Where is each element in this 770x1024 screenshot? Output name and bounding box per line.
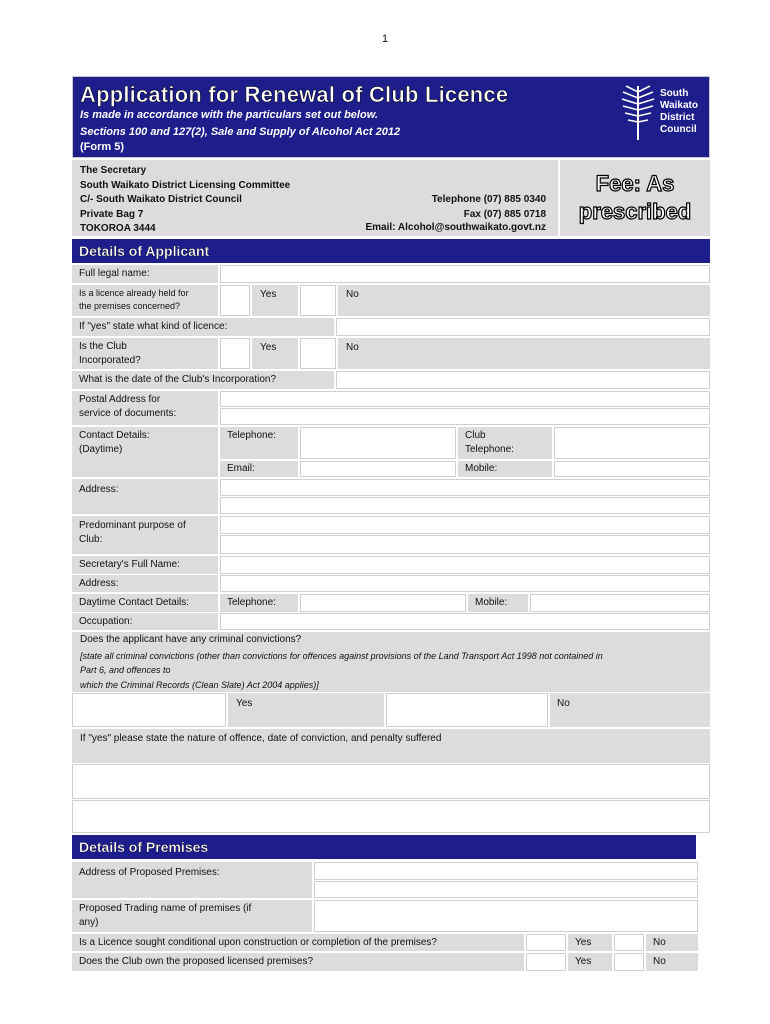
fee-notice: Fee: As prescribed (578, 171, 692, 224)
incorporation-date-label: What is the date of the Club's Incorporation? (72, 371, 334, 389)
licence-held-yes-label: Yes (260, 289, 277, 300)
secretary-mobile-field[interactable] (530, 594, 710, 612)
trading-name-label: Proposed Trading name of premises (if any) (72, 900, 312, 932)
address-label: Address: (72, 479, 218, 514)
convictions-note-3: which the Criminal Records (Clean Slate) Act 2004 applies)] (80, 680, 319, 690)
convictions-yes-checkbox[interactable] (72, 693, 226, 727)
licence-kind-field[interactable] (336, 318, 710, 336)
secretary-mobile-label: Mobile: (468, 594, 528, 612)
secretary-name-field[interactable] (220, 556, 710, 574)
postal-address-field-1[interactable] (220, 391, 710, 407)
incorporated-label: Is the Club Incorporated? (72, 338, 218, 369)
form-title: Application for Renewal of Club Licence (80, 82, 509, 107)
secretary-address-label: Address: (72, 575, 218, 592)
telephone-label: Telephone: (220, 427, 298, 459)
incorporated-no-label: No (346, 342, 359, 353)
email-field[interactable] (300, 461, 456, 477)
conditional-yes-checkbox[interactable] (526, 934, 566, 951)
conditional-no-checkbox[interactable] (614, 934, 644, 951)
mobile-label: Mobile: (458, 461, 552, 477)
occupation-field[interactable] (220, 613, 710, 630)
licence-held-yes-checkbox[interactable] (220, 285, 250, 316)
offence-details-field-2[interactable] (72, 800, 710, 833)
licence-held-label: Is a licence already held for the premises concerned? (72, 285, 218, 316)
club-telephone-label: Club Telephone: (458, 427, 552, 459)
offence-details-label: If "yes" please state the nature of offence, date of conviction, and penalty suffered (80, 733, 442, 744)
secretary-address-field[interactable] (220, 575, 710, 592)
postal-address-field-2[interactable] (220, 408, 710, 425)
premises-section-header: Details of Premises (72, 835, 696, 859)
licence-kind-label: If "yes" state what kind of licence: (72, 318, 334, 336)
incorporated-yes-label: Yes (260, 342, 277, 353)
convictions-yes-label: Yes (236, 698, 253, 709)
occupation-label: Occupation: (72, 613, 218, 630)
postal-address-label: Postal Address for service of documents: (72, 391, 218, 425)
proposed-address-label: Address of Proposed Premises: (72, 862, 312, 898)
proposed-address-field-2[interactable] (314, 881, 698, 898)
daytime-contact-label: Daytime Contact Details: (72, 594, 218, 612)
incorporated-no-checkbox[interactable] (300, 338, 336, 369)
incorporated-yes-checkbox[interactable] (220, 338, 250, 369)
own-premises-yes-checkbox[interactable] (526, 953, 566, 971)
own-premises-yes-label: Yes (568, 953, 612, 971)
own-premises-question: Does the Club own the proposed licensed premises? (72, 953, 524, 971)
convictions-question: Does the applicant have any criminal convictions? (80, 634, 302, 645)
licence-held-no-label: No (346, 289, 359, 300)
council-email[interactable]: Email: Alcohol@southwaikato.govt.nz (365, 222, 546, 233)
conditional-no-label: No (646, 934, 698, 951)
telephone-field[interactable] (300, 427, 456, 459)
secretary-telephone-field[interactable] (300, 594, 466, 612)
form-legislation: Sections 100 and 127(2), Sale and Supply of Alcohol Act 2012 (80, 126, 401, 138)
conditional-yes-label: Yes (568, 934, 612, 951)
own-premises-no-checkbox[interactable] (614, 953, 644, 971)
incorporation-date-field[interactable] (336, 371, 710, 389)
form-number: (Form 5) (80, 141, 124, 153)
secretary-name-label: Secretary's Full Name: (72, 556, 218, 574)
convictions-no-label: No (557, 698, 570, 709)
mobile-field[interactable] (554, 461, 710, 477)
licence-held-no-checkbox[interactable] (300, 285, 336, 316)
proposed-address-field-1[interactable] (314, 862, 698, 880)
address-field-1[interactable] (220, 479, 710, 496)
email-label: Email: (220, 461, 298, 477)
full-legal-name-field[interactable] (220, 265, 710, 283)
trading-name-field[interactable] (314, 900, 698, 932)
purpose-field-2[interactable] (220, 535, 710, 554)
applicant-section-header: Details of Applicant (72, 239, 710, 263)
club-telephone-field[interactable] (554, 427, 710, 459)
purpose-field-1[interactable] (220, 516, 710, 534)
address-field-2[interactable] (220, 497, 710, 514)
convictions-note-1: [state all criminal convictions (other than convictions for offences against provisions of the Land Transport Act 1998 not contained in (80, 651, 603, 661)
offence-details-field-1[interactable] (72, 764, 710, 799)
purpose-label: Predominant purpose of Club: (72, 516, 218, 554)
own-premises-no-label: No (646, 953, 698, 971)
secretary-telephone-label: Telephone: (220, 594, 298, 612)
secretary-address: The Secretary South Waikato District Licensing Committee C/- South Waikato District Council Private Bag 7 TOKOROA 3444 (80, 165, 291, 234)
form-subtitle: Is made in accordance with the particulars set out below. (80, 109, 378, 121)
council-contact: Telephone (07) 885 0340 Fax (07) 885 0718 (431, 194, 546, 220)
convictions-no-checkbox[interactable] (386, 693, 548, 727)
convictions-note-2: Part 6, and offences to (80, 665, 171, 675)
council-name: South Waikato District Council (660, 88, 698, 135)
full-legal-name-label: Full legal name: (72, 265, 218, 283)
conditional-question: Is a Licence sought conditional upon construction or completion of the premises? (72, 934, 524, 951)
page-number: 1 (381, 33, 389, 45)
contact-details-label: Contact Details: (Daytime) (72, 427, 218, 477)
fern-leaf-icon (620, 82, 656, 142)
